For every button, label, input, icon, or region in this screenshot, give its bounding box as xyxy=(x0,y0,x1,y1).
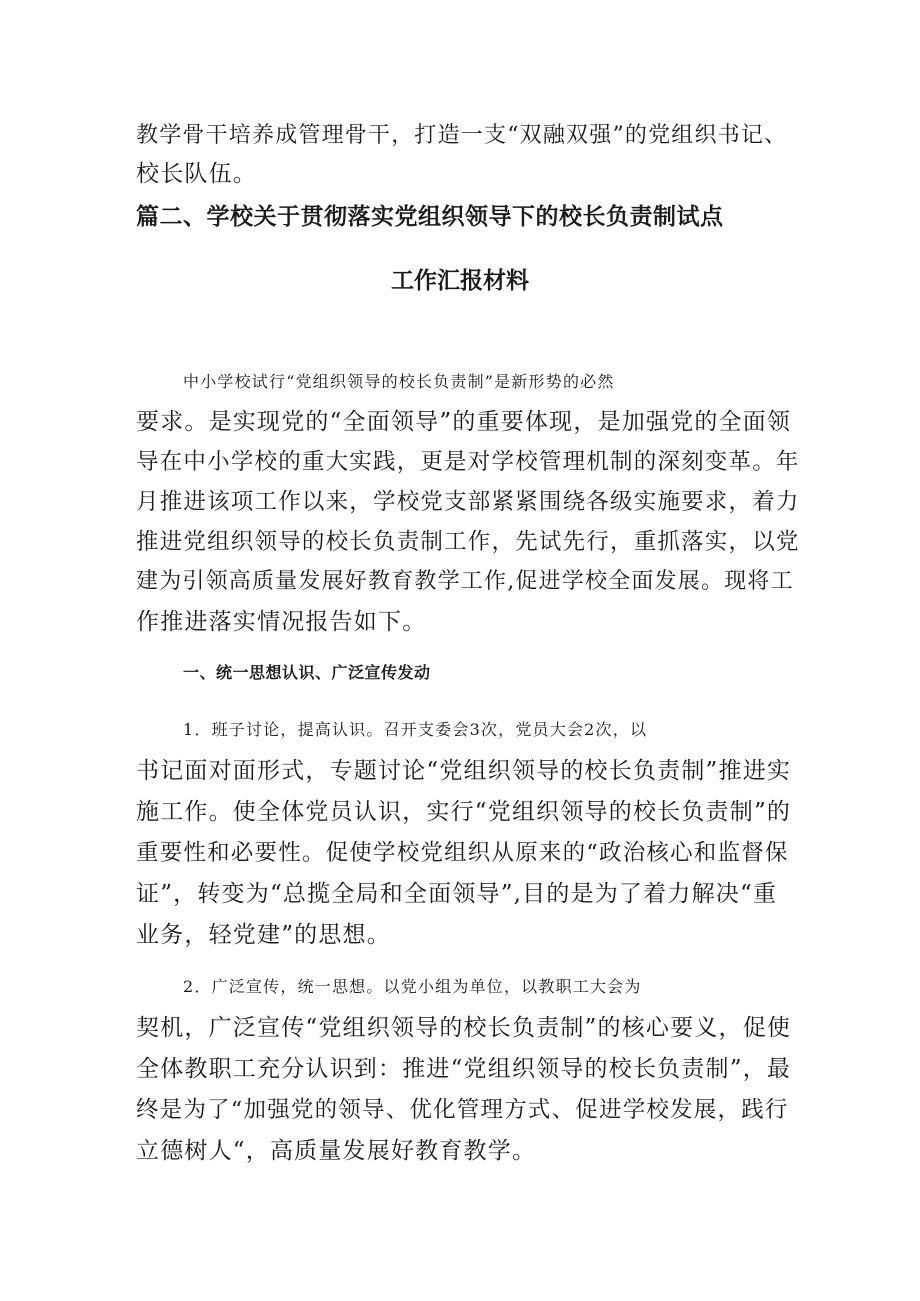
intro-line: 要求。是实现党的“全面领导”的重要体现，是加强党的全面领 xyxy=(136,409,792,435)
article-title-continued: 工作汇报材料 xyxy=(391,268,529,294)
item1-line: 书记面对面形式，专题讨论“党组织领导的校长负责制”推进实 xyxy=(136,758,792,784)
item2-line: 2．广泛宣传，统一思想。以党小组为单位，以教职工大会为 xyxy=(183,977,642,996)
intro-line: 月推进该项工作以来，学校党支部紧紧围绕各级实施要求，着力 xyxy=(136,489,800,515)
item1-line: 施工作。使全体党员认识，实行“党组织领导的校长负责制”的 xyxy=(136,799,792,825)
intro-line: 作推进落实情况报告如下。 xyxy=(136,609,427,635)
item2-line: 全体教职工充分认识到：推进“党组织领导的校长负责制”，最 xyxy=(136,1056,792,1082)
intro-line: 导在中小学校的重大实践，更是对学校管理机制的深刻变革。年 xyxy=(136,449,800,475)
section-heading: 一、统一思想认识、广泛宣传发动 xyxy=(183,663,431,682)
prev-paragraph-line: 教学骨干培养成管理骨干，打造一支“双融双强”的党组织书记、 xyxy=(136,123,788,148)
item1-line: 业务，轻党建”的思想。 xyxy=(136,922,391,948)
intro-line: 中小学校试行“党组织领导的校长负责制”是新形势的必然 xyxy=(183,372,615,391)
intro-line: 建为引领高质量发展好教育教学工作,促进学校全面发展。现将工 xyxy=(136,569,794,594)
prev-paragraph-line: 校长队伍。 xyxy=(136,161,257,187)
intro-line: 推进党组织领导的校长负责制工作，先试先行，重抓落实，以党 xyxy=(136,529,800,555)
item2-line: 立德树人“，高质量发展好教育教学。 xyxy=(136,1138,537,1164)
item1-line: 重要性和必要性。促使学校党组织从原来的“政治核心和监督保 xyxy=(136,840,789,866)
item2-line: 终是为了“加强党的领导、优化管理方式、促进学校发展，践行 xyxy=(136,1097,789,1123)
item2-line: 契机，广泛宣传“党组织领导的校长负责制”的核心要义，促使 xyxy=(136,1015,792,1041)
article-title: 篇二、学校关于贯彻落实党组织领导下的校长负责制试点 xyxy=(136,204,724,230)
item1-line: 1．班子讨论，提高认识。召开支委会3次，党员大会2次，以 xyxy=(183,720,648,739)
item1-line: 证”，转变为“总揽全局和全面领导”,目的是为了着力解决“重 xyxy=(136,881,778,907)
